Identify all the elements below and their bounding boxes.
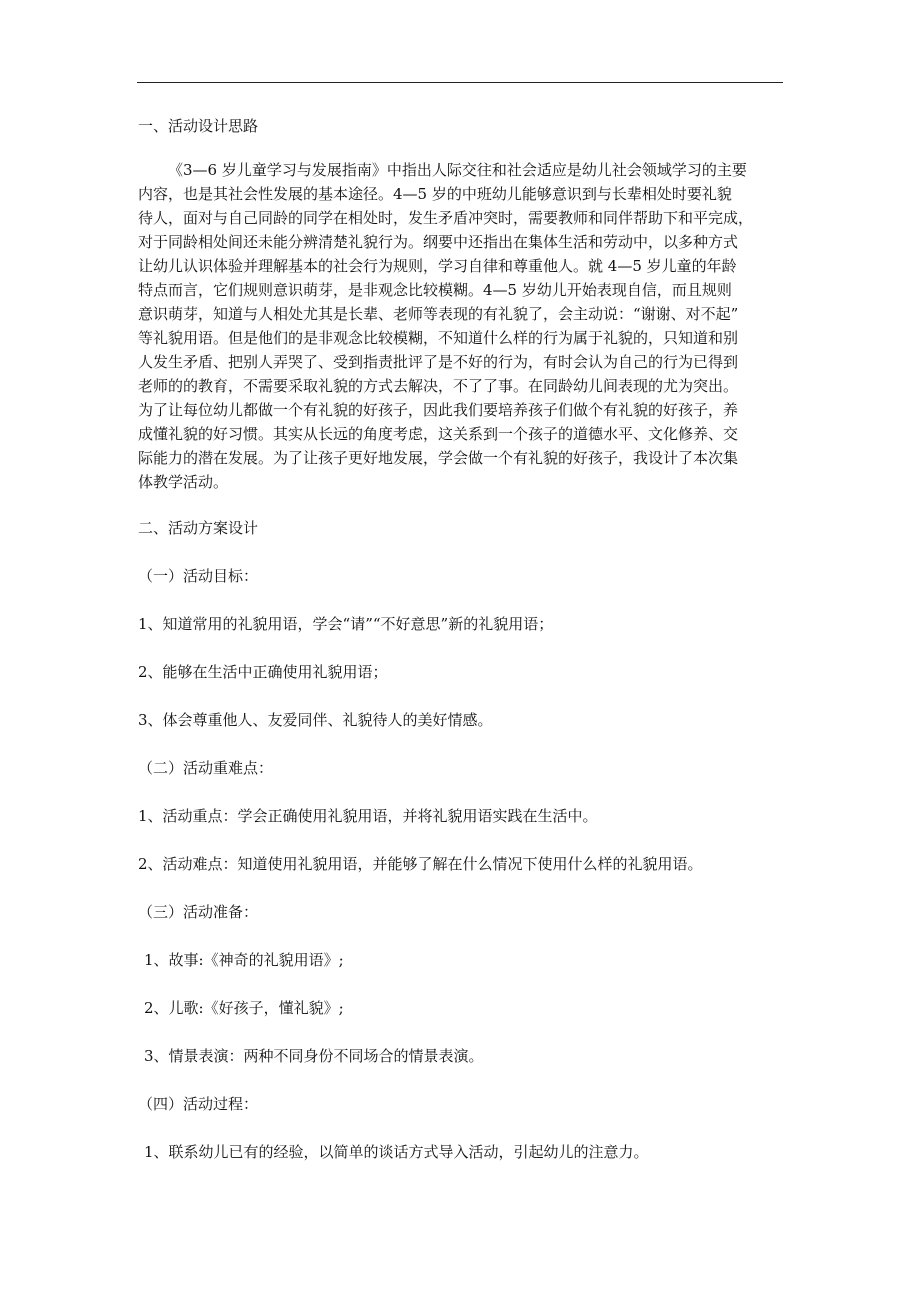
paragraph-line: 人发生矛盾、把别人弄哭了、受到指责批评了是不好的行为，有时会认为自己的行为已得到 bbox=[138, 353, 739, 371]
process-item: 1、联系幼儿已有的经验，以简单的谈话方式导入活动，引起幼儿的注意力。 bbox=[144, 1143, 649, 1161]
section-heading-design-idea: 一、活动设计思路 bbox=[138, 117, 259, 135]
paragraph-line: 成懂礼貌的好习惯。其实从长远的角度考虑，这关系到一个孩子的道德水平、文化修养、交 bbox=[138, 425, 739, 443]
key-point-item: 2、活动难点：知道使用礼貌用语，并能够了解在什么情况下使用什么样的礼貌用语。 bbox=[138, 855, 703, 873]
paragraph-line: 等礼貌用语。但是他们的是非观念比较模糊，不知道什么样的行为属于礼貌的，只知道和别 bbox=[138, 329, 739, 347]
subheading-goals: （一）活动目标： bbox=[138, 567, 259, 585]
paragraph-line: 意识萌芽，知道与人相处尤其是长辈、老师等表现的有礼貌了，会主动说：“谢谢、对不起” bbox=[138, 305, 739, 323]
paragraph-line: 让幼儿认识体验并理解基本的社会行为规则，学习自律和尊重他人。就 4—5 岁儿童的年龄 bbox=[138, 257, 737, 275]
paragraph-line: 对于同龄相处间还未能分辨清楚礼貌行为。纲要中还指出在集体生活和劳动中，以多种方式 bbox=[138, 233, 739, 251]
design-idea-paragraph bbox=[138, 158, 788, 494]
paragraph-line: 为了让每位幼儿都做一个有礼貌的好孩子，因此我们要培养孩子们做个有礼貌的好孩子，养 bbox=[138, 401, 739, 419]
paragraph-line: 际能力的潜在发展。为了让孩子更好地发展，学会做一个有礼貌的好孩子，我设计了本次集 bbox=[138, 449, 739, 467]
preparation-item: 2、儿歌:《好孩子，懂礼貌》; bbox=[144, 999, 344, 1017]
paragraph-line: 待人，面对与自己同龄的同学在相处时，发生矛盾冲突时，需要教师和同伴帮助下和平完成， bbox=[138, 209, 754, 227]
preparation-item: 1、故事:《神奇的礼貌用语》; bbox=[144, 951, 344, 969]
goal-item: 3、体会尊重他人、友爱同伴、礼貌待人的美好情感。 bbox=[138, 711, 493, 729]
goal-item: 1、知道常用的礼貌用语，学会“请”“不好意思”新的礼貌用语； bbox=[138, 615, 554, 633]
subheading-preparation: （三）活动准备： bbox=[138, 903, 259, 921]
subheading-process: （四）活动过程： bbox=[138, 1095, 259, 1113]
header-rule bbox=[137, 82, 783, 83]
paragraph-line: 老师的的教育，不需要采取礼貌的方式去解决，不了了事。在同龄幼儿间表现的尤为突出。 bbox=[138, 377, 739, 395]
subheading-key-points: （二）活动重难点： bbox=[138, 759, 274, 777]
paragraph-line: 体教学活动。 bbox=[138, 473, 229, 491]
key-point-item: 1、活动重点：学会正确使用礼貌用语，并将礼貌用语实践在生活中。 bbox=[138, 807, 598, 825]
paragraph-line: 特点而言，它们规则意识萌芽，是非观念比较模糊。4—5 岁幼儿开始表现自信，而且规则 bbox=[138, 281, 732, 299]
preparation-item: 3、情景表演：两种不同身份不同场合的情景表演。 bbox=[144, 1047, 484, 1065]
paragraph-line: 《3—6 岁儿童学习与发展指南》中指出人际交往和社会适应是幼儿社会领域学习的主要 bbox=[168, 161, 747, 179]
goal-item: 2、能够在生活中正确使用礼貌用语； bbox=[138, 663, 388, 681]
document-body bbox=[138, 114, 788, 1164]
section-heading-plan-design: 二、活动方案设计 bbox=[138, 519, 259, 537]
paragraph-line: 内容，也是其社会性发展的基本途径。4—5 岁的中班幼儿能够意识到与长辈相处时要礼貌 bbox=[138, 185, 732, 203]
